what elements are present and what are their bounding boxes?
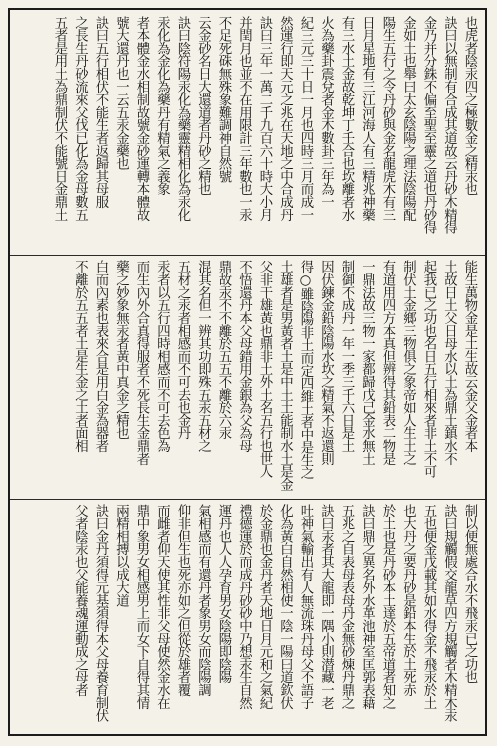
text-column: 五兆之自表母表母丹金無砂煉丹鼎之 xyxy=(339,504,354,709)
text-column: 藥之妙象無汞者黃中真金之精也 xyxy=(113,260,129,440)
text-column: 陽生五行之令丹砂與金名龍虎木有三 xyxy=(380,16,395,221)
text-column: 化為黃白自然相使一陰一陽曰道欽伏 xyxy=(277,504,293,709)
text-column: 云金砂名日大還道者丹砂之精也 xyxy=(195,16,211,196)
text-column: 制御不成丹一年一季三千六日是土 xyxy=(339,260,354,453)
text-column: 五材之汞者相感而不可去也金丹 xyxy=(175,260,190,440)
text-band-top xyxy=(16,16,479,252)
band-divider-bottom xyxy=(10,499,485,500)
text-column: 因伏鍊金鉛陰陽水坎之精氣不返還則 xyxy=(318,260,334,465)
text-column: 鼎中象男女相感男上而女下自得其情 xyxy=(134,504,149,709)
text-column: 鼎故汞不不離於五五不離於六汞 xyxy=(216,260,231,440)
text-column: 吐神氣輸出有人無流珠丹母父不語子 xyxy=(298,504,313,709)
text-column: 而雌者仰天使其性非父母使然金水在 xyxy=(154,504,170,709)
text-column: 訣曰規觸假交龍草四方規觸者木精木汞 xyxy=(441,504,457,722)
text-column: 一鼎法故三物一家都歸戊己金水無土 xyxy=(359,260,375,465)
text-column: 火為藥卦震兌者金木數卦三年為一 xyxy=(318,16,334,209)
text-column: 五也便金戊載其如水得金不飛汞於土 xyxy=(421,504,436,709)
text-column: 訣曰金丹須得元基須得本父母養育制伏 xyxy=(93,504,108,722)
text-column: 禮德運於而成丹砂砂中乃想汞生自然 xyxy=(236,504,252,709)
text-column: 訣曰五行相伏不能生者返歸其母服 xyxy=(93,16,108,209)
text-column: 父非干雄黃也鼎非土外土名五行也世人 xyxy=(257,260,272,478)
text-column: 之長生丹砂流來父伐已化為金母數五 xyxy=(72,16,88,221)
text-column: 訣曰三年一萬二千九百六十時大小月 xyxy=(257,16,272,221)
text-column: 得○雖陰陽非土而定四維土者中是生之 xyxy=(298,260,313,480)
text-column: 訣曰陰符陽汞化為藥靈精相化為汞化 xyxy=(175,16,190,221)
text-column: 汞化為金化為藥丹有精氣之義象 xyxy=(154,16,170,196)
text-column: 有三水土金故乾坤丁壬合也坎離者水 xyxy=(339,16,354,221)
text-column: 不悟還丹本父母錯用金銀為父為母 xyxy=(236,260,252,453)
text-column: 起我已之功也名日五行相來者非土不可 xyxy=(421,260,436,478)
text-band-bottom xyxy=(16,504,479,730)
text-column: 土故日土父日母水以土為鼎土鎮水不 xyxy=(441,260,457,465)
text-column: 紀三元三十日一月也四時三月而成一 xyxy=(298,16,313,221)
text-column: 訣曰鼎之異名外水革池神室匡郭表藉 xyxy=(359,504,375,709)
text-column: 土雄者是男黃者土是中土土能制水土是金 xyxy=(277,260,293,491)
text-column: 號大還丹也一云五汞金藥也 xyxy=(113,16,129,170)
text-column: 金如土也舉曰太玄陰陽之理法陰陽配 xyxy=(400,16,416,221)
text-band-middle xyxy=(16,260,479,496)
text-column: 氣相感而有還丹者象男女而陰陽調 xyxy=(195,504,211,697)
text-column: 也虎者陰汞四之極數金之精汞也 xyxy=(462,16,477,196)
band-divider-top xyxy=(10,255,485,256)
text-column: 不離於五五者土是生金之土者面相 xyxy=(72,260,88,453)
text-column: 然運行即天元之兆在天地之中合成丹 xyxy=(277,16,293,221)
text-column: 父者陰汞也父能養魂運動成之母者 xyxy=(72,504,88,697)
text-column: 仰非但生也死亦如之但從於雄者覆 xyxy=(175,504,190,697)
text-column: 制伏土金鄉三物俱之象帝如人生土之 xyxy=(400,260,416,465)
text-column: 白而內素也表來合是用白金為器者 xyxy=(93,260,108,453)
text-column: 運丹也人人孕育男女陰陽即陰陽 xyxy=(216,504,231,684)
text-column: 日月星地有三江河海人有三精兆神藥 xyxy=(359,16,375,221)
text-column: 訣曰以無制有合成其道故云丹砂木精得 xyxy=(441,16,457,234)
text-column: 於土也是丹砂本土達於五帝道者知之 xyxy=(380,504,395,709)
text-column: 有道用四方本真但辨得其鉛表二物是 xyxy=(380,260,395,465)
text-column: 不足死硃無殊象難調神自然號 xyxy=(216,16,231,183)
text-column: 訣曰汞者其大龍即一隅小則潜藏一老 xyxy=(318,504,334,709)
text-column: 并閏月也並不在用限計三年數也一汞 xyxy=(236,16,252,221)
text-column: 五者是用土為鼎制伏不能號日金鼎土 xyxy=(52,16,67,221)
text-column: 能生萬物金是土生故云金父金者本 xyxy=(462,260,477,453)
text-column: 制以便無處合水不飛汞已之功也 xyxy=(462,504,477,684)
text-column: 汞者以五行四時相感而不可去色為 xyxy=(154,260,170,453)
scripture-page xyxy=(8,8,487,736)
text-column: 而生內外合真得服者不死長生金鼎者 xyxy=(134,260,149,465)
text-column: 也大丹之要丹砂是鉛本生於土死赤 xyxy=(400,504,416,697)
text-column: 金乃并分銖不偏至聖至靈之道也丹砂得 xyxy=(421,16,436,234)
text-column: 兩精相搏以成大道 xyxy=(113,504,129,607)
text-column: 者本體金水相制故號金砂運轉本體故 xyxy=(134,16,149,221)
text-column: 混其名但一辨其功即殊五汞五材之 xyxy=(195,260,211,453)
text-column: 於金鼎也金丹者天地日月元和之氣紀 xyxy=(257,504,272,709)
